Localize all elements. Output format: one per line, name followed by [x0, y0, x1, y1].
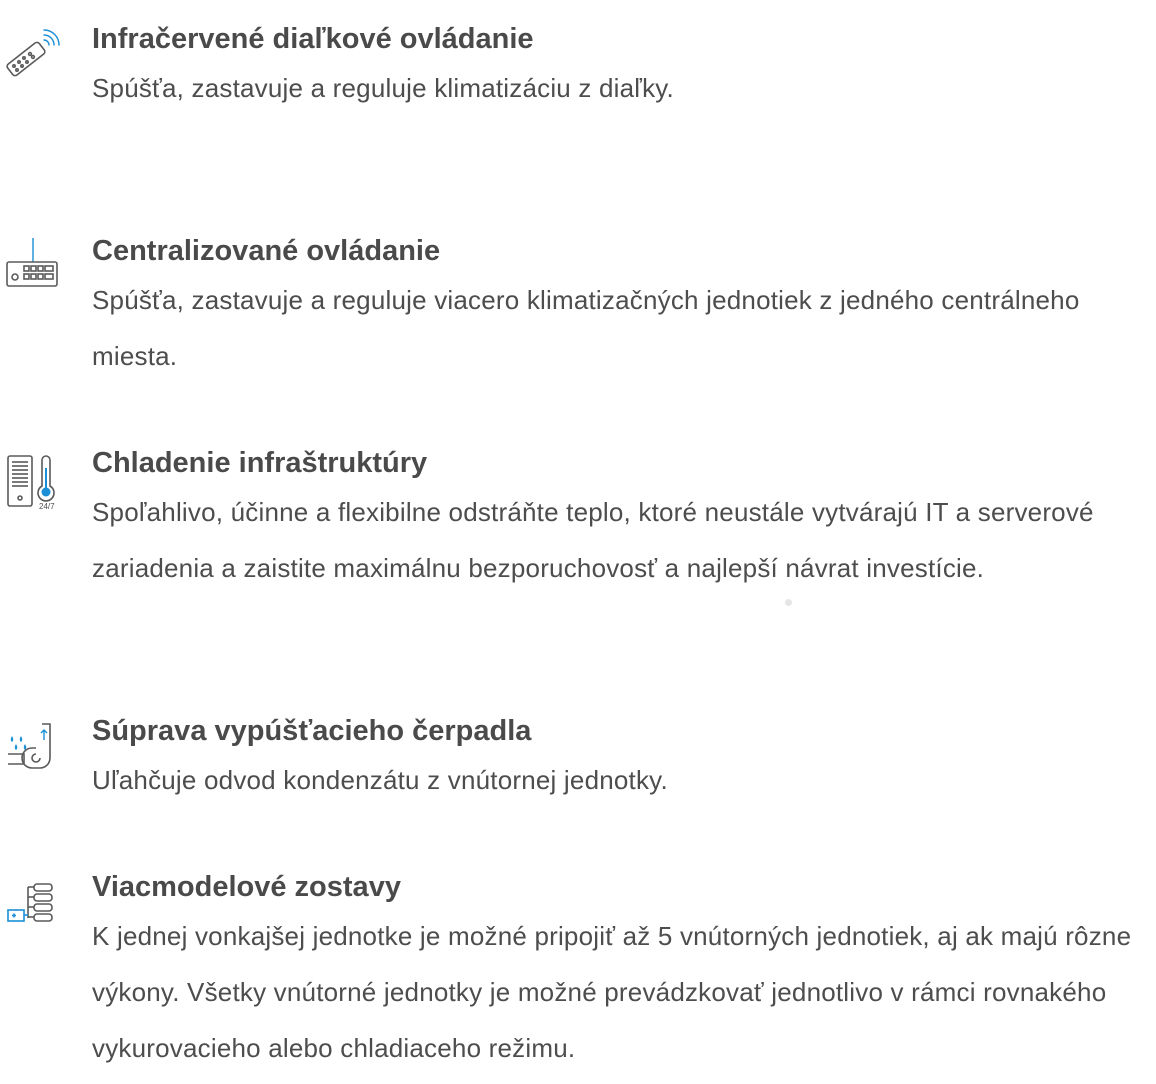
multi-split-icon — [4, 880, 62, 938]
feature-description: K jednej vonkajšej jednotke je možné pripojiť až 5 vnútorných jednotiek, aj ak majú rôzne výkony. Všetky vnútorné jednotky je možné prevádzkovať jednotlivo v rámci rovnakého vykurovacieho alebo chladiaceho režimu. — [92, 921, 1132, 1063]
feature-description: Spoľahlivo, účinne a flexibilne odstráňte teplo, ktoré neustále vytvárajú IT a serverové zariadenia a zaistite maximálnu bezporuchovosť a najlepší návrat investície. — [92, 497, 1094, 583]
server-thermometer-icon — [4, 454, 62, 512]
drain-pump-icon — [4, 720, 62, 778]
central-controller-icon — [4, 236, 62, 294]
feature-title: Viacmodelové zostavy — [92, 871, 401, 903]
feature-title: Súprava vypúšťacieho čerpadla — [92, 715, 532, 747]
remote-control-icon — [4, 26, 62, 84]
feature-title: Centralizované ovládanie — [92, 235, 441, 267]
loading-dot — [785, 599, 792, 606]
feature-description: Uľahčuje odvod kondenzátu z vnútornej jednotky. — [92, 765, 668, 795]
feature-description: Spúšťa, zastavuje a reguluje klimatizáciu z diaľky. — [92, 73, 674, 103]
feature-title: Infračervené diaľkové ovládanie — [92, 23, 534, 55]
icon-24-7-label: 24/7 — [39, 502, 55, 511]
feature-description: Spúšťa, zastavuje a reguluje viacero klimatizačných jednotiek z jedného centrálneho miesta. — [92, 285, 1080, 371]
feature-title: Chladenie infraštruktúry — [92, 447, 428, 479]
